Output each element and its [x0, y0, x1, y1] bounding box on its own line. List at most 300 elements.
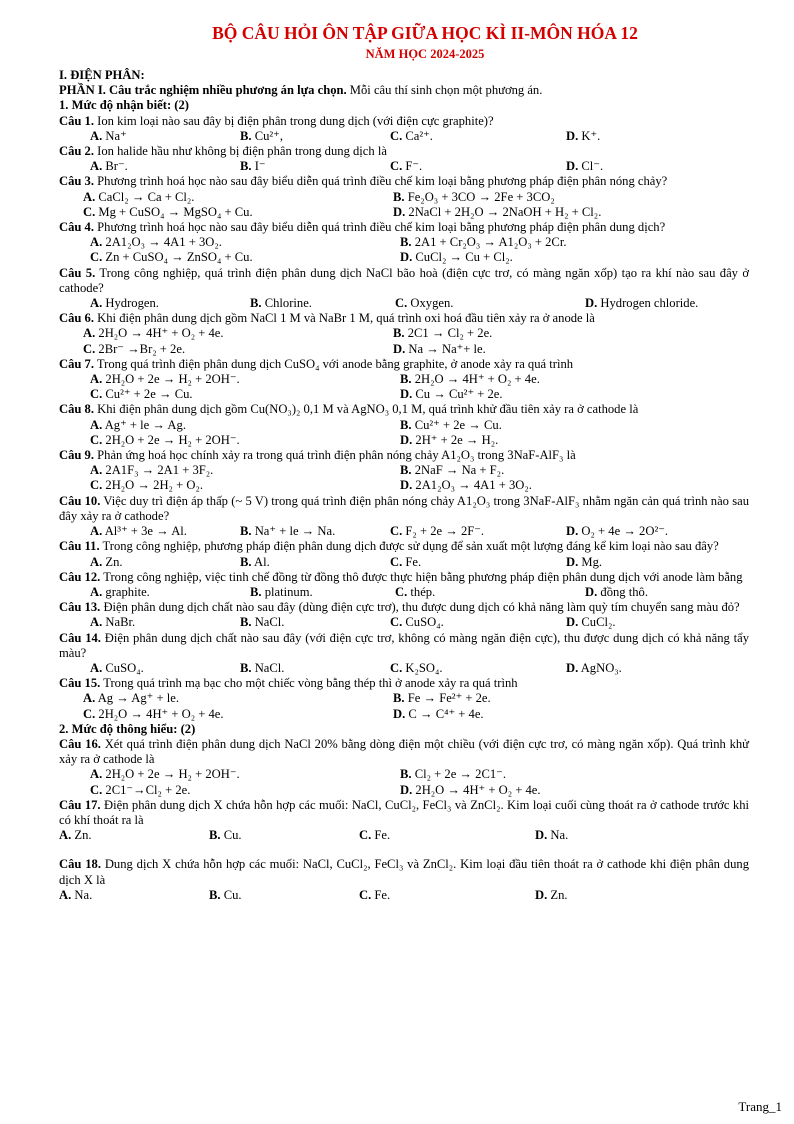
question [59, 144, 749, 174]
answer-option[interactable] [240, 159, 390, 174]
answer-option-text: NaCl. [251, 615, 285, 630]
answer-option-letter: C. [90, 387, 103, 402]
answer-options [59, 615, 749, 630]
answer-option-letter: C. [390, 554, 403, 569]
answer-option[interactable] [585, 296, 698, 311]
answer-option-text: Fe₂O₃ + 3CO → 2Fe + 3CO₂ [404, 189, 555, 204]
answer-option-letter: A. [83, 326, 96, 341]
question [59, 311, 749, 357]
answer-option-letter: B. [209, 828, 221, 843]
answer-option-text: Cu → Cu²⁺ + 2e. [412, 387, 503, 402]
answer-option-letter: D. [393, 204, 406, 219]
part-heading-bold: PHẦN I. Câu trắc nghiệm nhiều phương án lựa chọn. [59, 83, 347, 98]
answer-option[interactable] [359, 828, 535, 843]
answer-option-letter: C. [90, 478, 103, 493]
answer-option[interactable] [393, 190, 703, 205]
answer-option[interactable] [209, 888, 359, 903]
answer-option-letter: C. [90, 432, 103, 447]
answer-option-text: Fe → Fe²⁺ + 2e. [404, 691, 491, 706]
question-label: Câu 10. [59, 493, 101, 508]
answer-options-row [59, 342, 749, 357]
answer-options-row [59, 783, 749, 798]
answer-option-letter: B. [240, 554, 252, 569]
answer-options [59, 828, 749, 843]
answer-option[interactable] [390, 159, 566, 174]
answer-option-letter: D. [585, 584, 598, 599]
answer-option-text: CuSO₄. [402, 615, 444, 630]
answer-option-letter: D. [393, 706, 406, 721]
answer-option[interactable] [90, 524, 240, 539]
answer-options-row [59, 433, 749, 448]
answer-option-text: Zn. [71, 828, 92, 843]
answer-option[interactable] [566, 524, 716, 539]
question-label: Câu 4. [59, 220, 94, 235]
answer-options-row [59, 190, 749, 205]
answer-option-text: 2H₂O → 4H⁺ + O₂ + 4e. [95, 326, 224, 341]
answer-option-text: Al. [251, 554, 270, 569]
answer-option-text: Cu²⁺, [251, 128, 283, 143]
question [59, 114, 749, 144]
answer-option[interactable] [90, 433, 400, 448]
answer-option-text: 2H₂O → 2H₂ + O₂. [102, 478, 203, 493]
question-text: Phương trình hoá học nào sau đây biểu diễn quá trình điều chế kim loại bằng phương pháp điện phân dung dịch? [94, 220, 666, 235]
answer-option-letter: D. [566, 615, 579, 630]
answer-option-letter: D. [400, 387, 413, 402]
answer-option-text: CuSO₄. [102, 660, 144, 675]
answer-option-text: 2H₂O → 4H⁺ + O₂ + 4e. [412, 782, 541, 797]
answer-option-letter: C. [83, 341, 96, 356]
answer-option-text: Fe. [402, 554, 422, 569]
answer-options-row [59, 478, 749, 493]
answer-option-letter: C. [83, 204, 96, 219]
section-heading: I. ĐIỆN PHÂN: [59, 68, 145, 82]
question [59, 402, 749, 448]
answer-option[interactable] [400, 418, 710, 433]
question-text: Trong công nghiệp, việc tinh chế đồng từ đồng thô được thực hiện bằng phương pháp điện phân dung dịch với anode làm bằng [100, 569, 743, 584]
question-stem [59, 114, 749, 129]
question-stem [59, 174, 749, 189]
question-label: Câu 11. [59, 539, 100, 554]
answer-option[interactable] [400, 463, 710, 478]
question-text: Trong công nghiệp, phương pháp điện phân dung dịch được sử dụng để sản xuất một lượng đáng kể kim loại nào sau đây? [99, 539, 719, 554]
question-label: Câu 3. [59, 174, 94, 189]
question-label: Câu 16. [59, 736, 101, 751]
answer-option[interactable] [250, 585, 395, 600]
question [59, 676, 749, 722]
answer-option-letter: B. [240, 524, 252, 539]
question-text: Trong quá trình mạ bạc cho một chiếc vòng bằng thép thì ở anode xảy ra quá trình [100, 676, 518, 691]
question-list-level-2 [59, 737, 749, 903]
answer-option-text: đồng thô. [597, 584, 648, 599]
answer-option-letter: C. [390, 159, 403, 174]
answer-option[interactable] [59, 888, 209, 903]
question [59, 266, 749, 312]
question-label: Câu 15. [59, 676, 101, 691]
answer-option-text: NaCl. [251, 660, 285, 675]
answer-option-text: Na⁺ + le → Na. [251, 524, 336, 539]
answer-option[interactable] [400, 478, 710, 493]
answer-option[interactable] [393, 326, 703, 341]
answer-option-text: Zn. [547, 887, 568, 902]
answer-option-text: CuCl₂ → Cu + Cl₂. [412, 250, 513, 265]
question-text: Phản ứng hoá học chính xảy ra trong quá trình điện phân nóng chảy A1₂O₃ trong 3NaF-AlF₃ là [94, 448, 576, 463]
answer-option[interactable] [566, 159, 716, 174]
question-label: Câu 6. [59, 311, 94, 326]
answer-option[interactable] [400, 433, 710, 448]
answer-option-letter: A. [90, 615, 103, 630]
answer-option-text: Na. [71, 887, 93, 902]
answer-option-text: Cu²⁺ + 2e → Cu. [411, 417, 502, 432]
question-stem [59, 144, 749, 159]
answer-option[interactable] [400, 372, 710, 387]
answer-option[interactable] [90, 296, 250, 311]
answer-option[interactable] [240, 129, 390, 144]
question [59, 570, 749, 600]
question-stem [59, 357, 749, 372]
answer-option-text: Hydrogen chloride. [597, 296, 699, 311]
question-label: Câu 18. [59, 857, 101, 872]
answer-option[interactable] [90, 463, 400, 478]
answer-option-letter: B. [400, 463, 412, 478]
answer-option[interactable] [90, 159, 240, 174]
answer-option[interactable] [585, 585, 648, 600]
answer-options-row [59, 235, 749, 250]
answer-option[interactable] [390, 524, 566, 539]
answer-option-text: Cu. [220, 828, 242, 843]
answer-option-text: 2C1⁻→Cl₂ + 2e. [102, 782, 191, 797]
answer-option-text: AgNO₃. [578, 660, 622, 675]
question [59, 448, 749, 494]
question-label: Câu 13. [59, 600, 101, 615]
answer-option-text: Zn. [102, 554, 123, 569]
answer-option-letter: A. [90, 372, 103, 387]
answer-option-letter: A. [83, 691, 96, 706]
answer-options-row [59, 418, 749, 433]
document-page [59, 22, 749, 903]
answer-option[interactable] [83, 190, 393, 205]
answer-option-text: 2H₂O → 4H⁺ + O₂ + 4e. [411, 372, 540, 387]
question-stem [59, 798, 749, 828]
question-stem [59, 494, 749, 524]
question [59, 798, 749, 844]
answer-option[interactable] [240, 615, 390, 630]
answer-option-letter: A. [90, 660, 103, 675]
answer-options [59, 296, 749, 311]
answer-option[interactable] [90, 372, 400, 387]
question-text: Phương trình hoá học nào sau đây biểu diễn quá trình điều chế kim loại bằng phương pháp điện phân nóng chảy? [94, 174, 668, 189]
answer-option-text: Cl⁻. [578, 159, 604, 174]
answer-option-text: Ag → Ag⁺ + le. [95, 691, 179, 706]
answer-option-letter: A. [90, 417, 103, 432]
answer-option-text: Mg + CuSO₄ → MgSO₄ + Cu. [95, 204, 253, 219]
question-text: Ion kim loại nào sau đây bị điện phân trong dung dịch (với điện cực graphite)? [94, 113, 494, 128]
answer-option[interactable] [400, 235, 710, 250]
part-heading [59, 83, 749, 98]
answer-option-text: NaBr. [102, 615, 136, 630]
answer-option[interactable] [535, 828, 685, 843]
answer-option[interactable] [90, 615, 240, 630]
question-text: Trong quá trình điện phân dung dịch CuSO₄ với anode bằng graphite, ở anode xảy ra quá trình [94, 356, 574, 371]
answer-option-text: Al³⁺ + 3e → Al. [102, 524, 187, 539]
answer-option-letter: A. [59, 887, 72, 902]
answer-option-letter: A. [83, 189, 96, 204]
question-stem [59, 402, 749, 417]
answer-options-row [59, 205, 749, 220]
answer-option-letter: A. [90, 159, 103, 174]
answer-option-letter: D. [566, 524, 579, 539]
answer-option-letter: B. [393, 189, 405, 204]
document-title: BỘ CÂU HỎI ÔN TẬP GIỮA HỌC KÌ II-MÔN HÓA 12 [212, 23, 638, 43]
answer-option[interactable] [393, 342, 703, 357]
answer-option[interactable] [59, 828, 209, 843]
answer-option-letter: B. [240, 128, 252, 143]
answer-option-text: 2H₂O + 2e → H₂ + 2OH⁻. [102, 372, 240, 387]
answer-option[interactable] [390, 555, 566, 570]
question [59, 494, 749, 540]
level-heading-2: 2. Mức độ thông hiểu: (2) [59, 721, 196, 736]
part-heading-instruction: Mỗi câu thí sinh chọn một phương án. [346, 83, 543, 98]
answer-option-letter: D. [535, 828, 548, 843]
answer-option[interactable] [83, 707, 393, 722]
answer-option[interactable] [83, 691, 393, 706]
question-stem [59, 266, 749, 296]
answer-option-text: Na⁺ [102, 128, 127, 143]
answer-option-text: Cl₂ + 2e → 2C1⁻. [411, 767, 506, 782]
question [59, 174, 749, 220]
answer-option[interactable] [209, 828, 359, 843]
answer-option-letter: B. [393, 326, 405, 341]
answer-option[interactable] [400, 387, 710, 402]
answer-option-text: graphite. [102, 584, 150, 599]
answer-option-letter: A. [90, 463, 103, 478]
answer-option[interactable] [390, 129, 566, 144]
answer-option[interactable] [566, 555, 716, 570]
answer-option[interactable] [83, 342, 393, 357]
answer-option-text: Chlorine. [261, 296, 312, 311]
question-stem [59, 857, 749, 887]
answer-option[interactable] [90, 250, 400, 265]
answer-option-text: Na → Na⁺+ le. [405, 341, 486, 356]
answer-option-letter: D. [566, 660, 579, 675]
answer-option[interactable] [90, 129, 240, 144]
answer-option-letter: C. [390, 660, 403, 675]
answer-option-letter: B. [240, 159, 252, 174]
answer-option-text: Cu. [220, 887, 242, 902]
answer-option[interactable] [83, 326, 393, 341]
document-subtitle: NĂM HỌC 2024-2025 [365, 47, 485, 61]
answer-option-text: 2H₂O → 4H⁺ + O₂ + 4e. [95, 706, 224, 721]
answer-option-text: 2Br⁻ →Br₂ + 2e. [95, 341, 186, 356]
question-label: Câu 8. [59, 402, 94, 417]
answer-option-text: F⁻. [402, 159, 423, 174]
answer-option-letter: A. [90, 554, 103, 569]
answer-option[interactable] [83, 205, 393, 220]
answer-option-text: 2NaCl + 2H₂O → 2NaOH + H₂ + Cl₂. [405, 204, 602, 219]
answer-option[interactable] [240, 661, 390, 676]
question-text: Dung dịch X chứa hỗn hợp các muối: NaCl, CuCl₂, FeCl₃ và ZnCl₂. Kim loại đầu tiên thoát ra ở cathode khi điện phân dung dịch X là [59, 857, 749, 887]
answer-option-letter: C. [390, 615, 403, 630]
answer-option-letter: D. [566, 554, 579, 569]
answer-option-text: Fe. [371, 828, 391, 843]
question-text: Việc duy trì điện áp thấp (~ 5 V) trong quá trình điện phân nóng chảy A1₂O₃ trong 3NaF-AlF₃ nhằm ngăn cản quá trình nào sau đây xảy ra ở cathode? [59, 493, 749, 523]
answer-options [59, 888, 749, 903]
page-number: Trang_1 [738, 1098, 782, 1114]
question-stem [59, 220, 749, 235]
question-label: Câu 7. [59, 356, 94, 371]
answer-options [59, 555, 749, 570]
question-label: Câu 12. [59, 569, 101, 584]
answer-option-text: 2A1F₃ → 2A1 + 3F₂. [102, 463, 214, 478]
question-list-level-1 [59, 114, 749, 722]
answer-option-letter: C. [359, 828, 372, 843]
answer-option-letter: B. [400, 235, 412, 250]
answer-option-letter: A. [59, 828, 72, 843]
answer-option[interactable] [395, 296, 585, 311]
answer-option[interactable] [393, 707, 703, 722]
question [59, 600, 749, 630]
answer-option-letter: C. [395, 584, 408, 599]
answer-option-text: Zn + CuSO₄ → ZnSO₄ + Cu. [102, 250, 253, 265]
answer-options-row [59, 707, 749, 722]
question [59, 631, 749, 677]
answer-option[interactable] [90, 478, 400, 493]
answer-option-text: 2H⁺ + 2e → H₂. [412, 432, 499, 447]
answer-option-letter: D. [393, 341, 406, 356]
answer-option[interactable] [90, 387, 400, 402]
answer-option-letter: A. [90, 296, 103, 311]
answer-option[interactable] [359, 888, 535, 903]
answer-option-letter: C. [390, 524, 403, 539]
question-label: Câu 5. [59, 265, 96, 280]
answer-option-text: thép. [407, 584, 436, 599]
answer-option-letter: C. [390, 128, 403, 143]
question-label: Câu 1. [59, 113, 94, 128]
answer-option[interactable] [400, 250, 710, 265]
answer-option-letter: A. [90, 767, 103, 782]
question-stem [59, 631, 749, 661]
answer-option[interactable] [250, 296, 395, 311]
answer-option-text: 2A1₂O₃ → 4A1 + 3O₂. [412, 478, 532, 493]
answer-option[interactable] [566, 661, 716, 676]
answer-option[interactable] [535, 888, 685, 903]
answer-option-text: Ag⁺ + le → Ag. [102, 417, 186, 432]
answer-options [59, 159, 749, 174]
answer-option-text: Na. [547, 828, 569, 843]
answer-option[interactable] [395, 585, 585, 600]
answer-option-letter: C. [395, 296, 408, 311]
question-text: Khi điện phân dung dịch gồm Cu(NO₃)₂ 0,1 M và AgNO₃ 0,1 M, quá trình khử đầu tiên xảy ra ở cathode là [94, 402, 639, 417]
answer-option-letter: B. [400, 767, 412, 782]
answer-option-text: CuCl₂. [578, 615, 616, 630]
answer-options [59, 661, 749, 676]
answer-option[interactable] [240, 524, 390, 539]
answer-option-letter: B. [400, 372, 412, 387]
answer-option[interactable] [400, 783, 710, 798]
answer-options [59, 524, 749, 539]
answer-option[interactable] [566, 129, 716, 144]
answer-option[interactable] [390, 661, 566, 676]
level-heading-1: 1. Mức độ nhận biết: (2) [59, 98, 189, 113]
question-text: Điện phân dung dịch chất nào sau đây (dùng điện cực trơ), thu được dung dịch có khả năng làm quỳ tím chuyển sang màu đỏ? [100, 600, 740, 615]
answer-option[interactable] [90, 767, 400, 782]
question-stem [59, 676, 749, 691]
answer-option-letter: D. [400, 250, 413, 265]
answer-options-row [59, 387, 749, 402]
answer-option-text: 2H₂O + 2e → H₂ + 2OH⁻. [102, 432, 240, 447]
answer-options [59, 585, 749, 600]
answer-option[interactable] [393, 691, 703, 706]
answer-option[interactable] [566, 615, 716, 630]
answer-option-text: 2A1₂O₃ → 4A1 + 3O₂. [102, 235, 222, 250]
answer-option-letter: D. [585, 296, 598, 311]
answer-option-letter: B. [250, 296, 262, 311]
answer-option-letter: D. [566, 159, 579, 174]
answer-options-row [59, 326, 749, 341]
answer-option[interactable] [90, 418, 400, 433]
question-label: Câu 14. [59, 630, 101, 645]
answer-option-text: C → C⁴⁺ + 4e. [405, 706, 484, 721]
answer-option-text: Ca²⁺. [402, 128, 433, 143]
answer-option[interactable] [90, 661, 240, 676]
question-stem [59, 539, 749, 554]
answer-option-text: I⁻ [251, 159, 266, 174]
answer-option-letter: A. [90, 524, 103, 539]
answer-option-text: Br⁻. [102, 159, 128, 174]
answer-option-text: K⁺. [578, 128, 601, 143]
answer-option-text: Oxygen. [407, 296, 454, 311]
question-stem [59, 448, 749, 463]
answer-option[interactable] [393, 205, 703, 220]
question [59, 539, 749, 569]
answer-option[interactable] [90, 555, 240, 570]
answer-option[interactable] [90, 235, 400, 250]
answer-option-text: 2NaF → Na + F₂. [411, 463, 505, 478]
answer-option-letter: D. [400, 432, 413, 447]
question-text: Điện phân dung dịch chất nào sau đây (với điện cực trơ, không có màng ngăn điện cực), thu được dung dịch có khả năng tẩy màu? [59, 630, 749, 660]
answer-option-text: Cu²⁺ + 2e → Cu. [102, 387, 193, 402]
answer-options [59, 129, 749, 144]
question-text: Ion halide hầu như không bị điện phân trong dung dịch là [94, 144, 387, 159]
answer-option-text: O₂ + 4e → 2O²⁻. [578, 524, 669, 539]
answer-option-letter: D. [566, 128, 579, 143]
answer-option-letter: D. [400, 478, 413, 493]
answer-option[interactable] [400, 767, 710, 782]
question-text: Trong công nghiệp, quá trình điện phân dung dịch NaCl bão hoà (điện cực trơ, có màng ngăn xốp) tạo ra khí nào sau đây ở cathode? [59, 265, 749, 295]
answer-option-letter: B. [250, 584, 262, 599]
question-stem [59, 737, 749, 767]
answer-option-letter: B. [393, 691, 405, 706]
answer-option-letter: D. [535, 887, 548, 902]
question-label: Câu 9. [59, 448, 94, 463]
answer-option-text: 2A1 + Cr₂O₃ → A1₂O₃ + 2Cr. [411, 235, 567, 250]
answer-option[interactable] [240, 555, 390, 570]
question-label: Câu 2. [59, 144, 94, 159]
answer-option-letter: D. [400, 782, 413, 797]
answer-option-text: K₂SO₄. [402, 660, 443, 675]
answer-options-row [59, 250, 749, 265]
answer-option-letter: A. [90, 128, 103, 143]
question [59, 737, 749, 798]
question-text: Điện phân dung dịch X chứa hỗn hợp các muối: NaCl, CuCl₂, FeCl₃ và ZnCl₂. Kim loại cuối cùng thoát ra ở cathode trước khi có khí thoát ra là [59, 797, 749, 827]
answer-option-letter: C. [359, 887, 372, 902]
answer-option-text: 2C1 → Cl₂ + 2e. [404, 326, 493, 341]
answer-option[interactable] [390, 615, 566, 630]
answer-option[interactable] [90, 585, 250, 600]
answer-option-letter: B. [209, 887, 221, 902]
answer-option[interactable] [90, 783, 400, 798]
question-text: Khi điện phân dung dịch gồm NaCl 1 M và NaBr 1 M, quá trình oxi hoá đầu tiên xảy ra ở anode là [94, 311, 595, 326]
answer-option-text: Hydrogen. [102, 296, 159, 311]
